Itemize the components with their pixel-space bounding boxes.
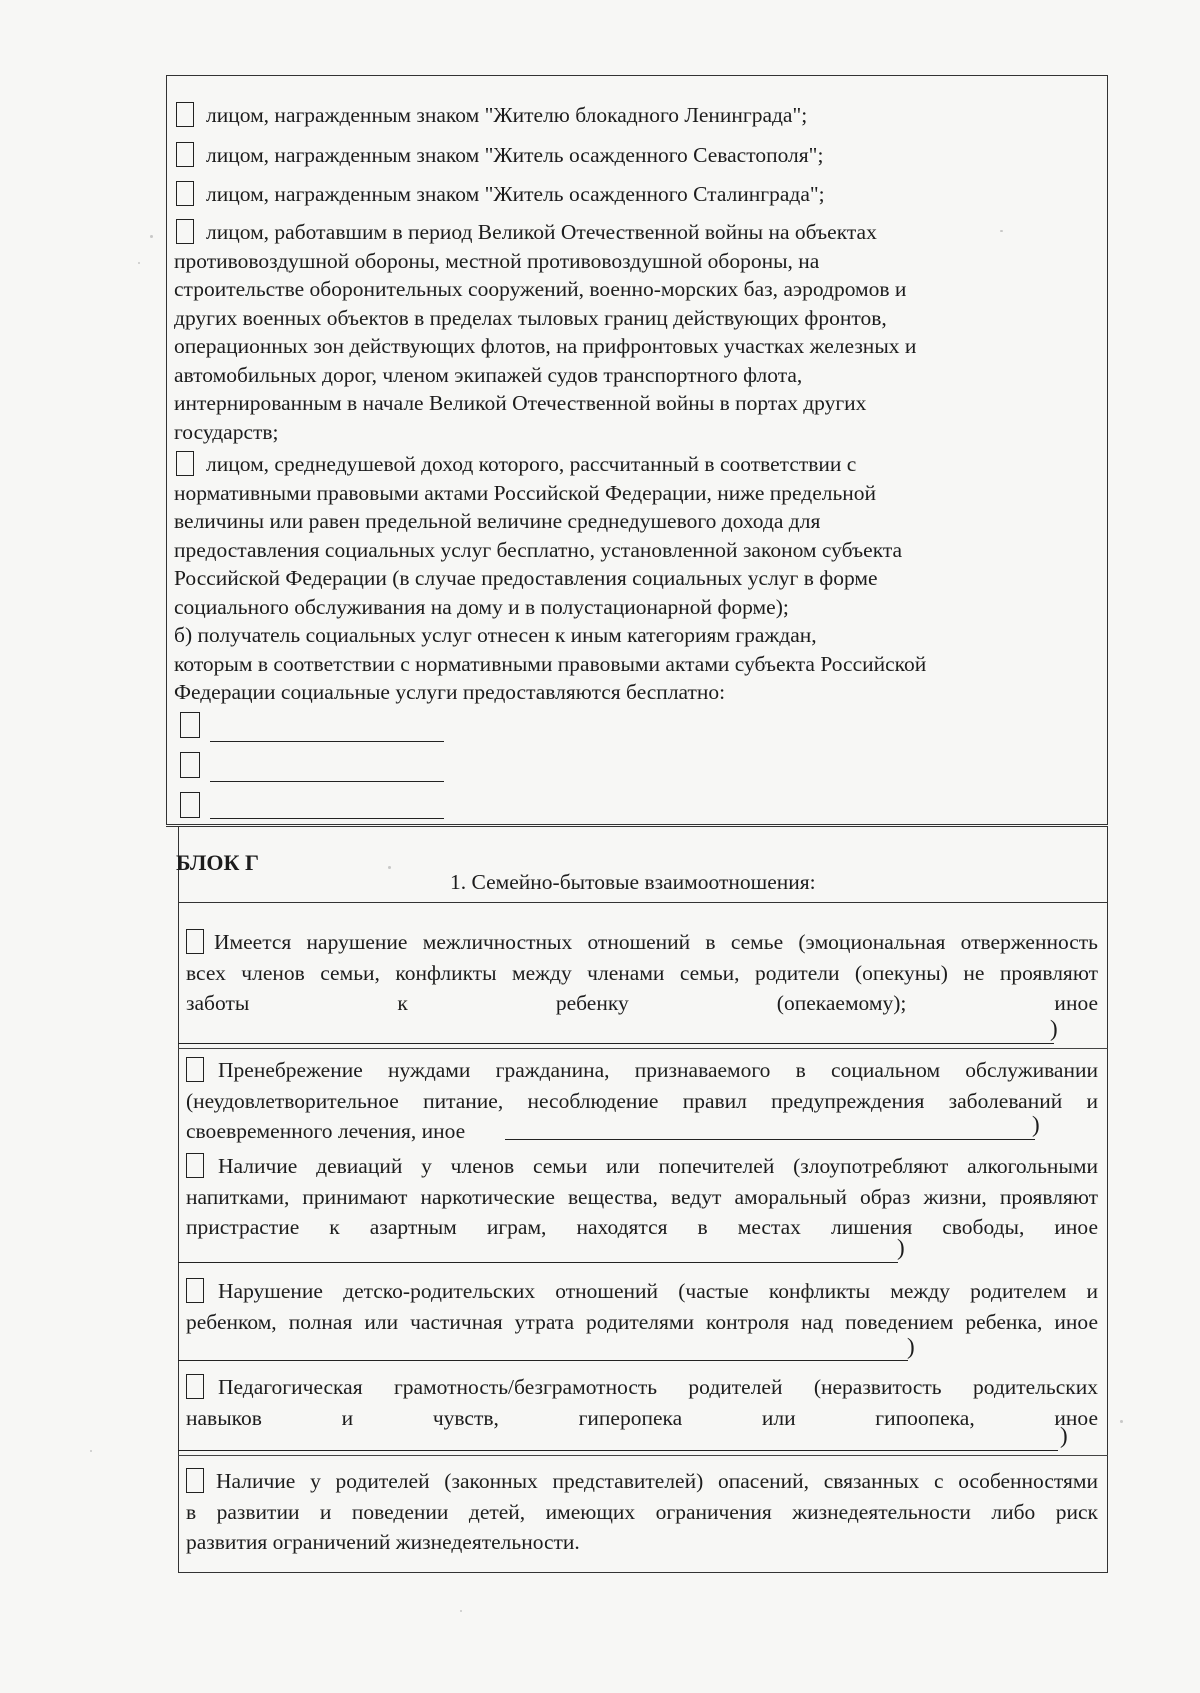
checkbox[interactable] bbox=[186, 929, 204, 954]
checkbox[interactable] bbox=[186, 1468, 204, 1493]
checkbox[interactable] bbox=[180, 712, 200, 738]
item-line: операционных зон действующих флотов, на прифронтовых участках железных и bbox=[174, 334, 917, 358]
row-divider bbox=[178, 1048, 1108, 1049]
item-line: навыков и чувств, гиперопека или гипоопека, иное bbox=[186, 1405, 1098, 1430]
block-title: БЛОК Г bbox=[176, 850, 259, 875]
checkbox[interactable] bbox=[176, 451, 194, 476]
scan-speck bbox=[1120, 1420, 1123, 1423]
item-line: всех членов семьи, конфликты между членами семьи, родители (опекуны) не проявляют bbox=[186, 960, 1098, 985]
other-input[interactable] bbox=[178, 1360, 908, 1361]
closing-paren: ) bbox=[907, 1334, 915, 1359]
item-line: б) получатель социальных услуг отнесен к иным категориям граждан, bbox=[174, 623, 817, 647]
checkbox[interactable] bbox=[176, 219, 194, 244]
item-line: противовоздушной обороны, местной противовоздушной обороны, на bbox=[174, 248, 820, 273]
list-item bbox=[176, 141, 823, 169]
closing-paren: ) bbox=[1050, 1016, 1058, 1041]
other-input[interactable] bbox=[178, 1262, 898, 1263]
closing-paren: ) bbox=[1060, 1423, 1068, 1448]
item-line: пристрастие к азартным играм, находятся в местах лишения свободы, иное bbox=[186, 1215, 1098, 1239]
list-item bbox=[174, 450, 1074, 621]
checkbox[interactable] bbox=[186, 1057, 204, 1082]
item-line: других военных объектов в пределах тыловых границ действующих фронтов, bbox=[174, 305, 887, 330]
checkbox[interactable] bbox=[186, 1278, 204, 1303]
block-g-item bbox=[178, 927, 1108, 1043]
row-divider bbox=[178, 1455, 1108, 1456]
closing-paren: ) bbox=[1032, 1112, 1040, 1137]
item-line: Российской Федерации (в случае предоставления социальных услуг в форме bbox=[174, 566, 878, 590]
item-line: развития ограничений жизнедеятельности. bbox=[186, 1530, 580, 1554]
checkbox[interactable] bbox=[186, 1153, 204, 1178]
item-line: автомобильных дорог, членом экипажей судов транспортного флота, bbox=[174, 362, 803, 387]
block-g-item bbox=[178, 1466, 1108, 1566]
divider bbox=[166, 826, 1108, 827]
item-label: лицом, награжденным знаком "Житель осажденного Севастополя"; bbox=[206, 143, 824, 167]
item-line: заботы к ребенку (опекаемому); иное bbox=[186, 991, 1098, 1015]
item-line: строительстве оборонительных сооружений, военно-морских баз, аэродромов и bbox=[174, 277, 907, 301]
scan-speck bbox=[150, 235, 153, 238]
block-g-item bbox=[178, 1276, 1108, 1366]
item-line: в развитии и поведении детей, имеющих ограничения жизнедеятельности либо риск bbox=[186, 1499, 1098, 1524]
item-line: ребенком, полная или частичная утрата родителями контроля над поведением ребенка, иное bbox=[186, 1309, 1098, 1334]
blank-line[interactable] bbox=[210, 781, 444, 782]
item-line: Пренебрежение нуждами гражданина, признаваемого в социальном обслуживании bbox=[218, 1058, 1098, 1082]
item-line: своевременного лечения, иное bbox=[186, 1119, 466, 1143]
block-g-item bbox=[178, 1151, 1108, 1261]
item-line: Педагогическая грамотность/безграмотность родителей (неразвитость родительских bbox=[218, 1375, 1098, 1399]
scan-speck bbox=[90, 1450, 92, 1452]
block-g-item bbox=[178, 1055, 1108, 1151]
list-item bbox=[174, 218, 1074, 446]
item-line: Нарушение детско-родительских отношений (частые конфликты между родителем и bbox=[218, 1279, 1098, 1303]
item-line: лицом, среднедушевой доход которого, рассчитанный в соответствии с bbox=[206, 452, 857, 476]
scan-speck bbox=[388, 866, 391, 869]
block-g-item bbox=[178, 1372, 1108, 1462]
blank-line[interactable] bbox=[210, 741, 444, 742]
item-label: лицом, награжденным знаком "Житель осажденного Сталинграда"; bbox=[206, 182, 825, 206]
item-line: (неудовлетворительное питание, несоблюдение правил предупреждения заболеваний и bbox=[186, 1088, 1098, 1113]
item-line: величины или равен предельной величине среднедушевого дохода для bbox=[174, 509, 821, 533]
checkbox[interactable] bbox=[186, 1374, 204, 1399]
item-label: лицом, награжденным знаком "Жителю блокадного Ленинграда"; bbox=[206, 103, 808, 127]
item-line: государств; bbox=[174, 419, 279, 444]
item-line: Федерации социальные услуги предоставляются бесплатно: bbox=[174, 680, 726, 704]
other-input[interactable] bbox=[178, 1043, 1054, 1044]
list-item-b bbox=[174, 621, 1094, 707]
item-line: которым в соответствии с нормативными правовыми актами субъекта Российской bbox=[174, 651, 927, 676]
checkbox[interactable] bbox=[176, 102, 194, 127]
list-item bbox=[176, 180, 825, 208]
item-line: Наличие девиаций у членов семьи или попечителей (злоупотребляют алкогольными bbox=[218, 1154, 1098, 1178]
item-line: социального обслуживания на дому и в полустационарной форме); bbox=[174, 594, 789, 619]
item-line: Имеется нарушение межличностных отношений в семье (эмоциональная отверженность bbox=[214, 930, 1098, 954]
list-item bbox=[176, 101, 807, 129]
item-line: интернированным в начале Великой Отечественной войны в портах других bbox=[174, 391, 867, 415]
item-line: Наличие у родителей (законных представителей) опасений, связанных с особенностями bbox=[216, 1469, 1098, 1493]
closing-paren: ) bbox=[897, 1235, 905, 1260]
other-input[interactable] bbox=[505, 1139, 1035, 1140]
scan-speck bbox=[460, 1610, 462, 1612]
scan-speck bbox=[1000, 230, 1003, 232]
section-title: 1. Семейно-бытовые взаимоотношения: bbox=[450, 870, 816, 894]
blank-line[interactable] bbox=[210, 818, 444, 819]
item-line: предоставления социальных услуг бесплатно, установленной законом субъекта bbox=[174, 537, 903, 562]
checkbox[interactable] bbox=[176, 181, 194, 206]
checkbox[interactable] bbox=[176, 142, 194, 167]
checkbox[interactable] bbox=[180, 792, 200, 818]
checkbox[interactable] bbox=[180, 752, 200, 778]
item-line: напитками, принимают наркотические вещества, ведут аморальный образ жизни, проявляют bbox=[186, 1184, 1098, 1209]
item-line: лицом, работавшим в период Великой Отечественной войны на объектах bbox=[206, 220, 877, 244]
other-input[interactable] bbox=[178, 1450, 1058, 1451]
scan-speck bbox=[138, 262, 140, 264]
divider bbox=[178, 902, 1108, 903]
item-line: нормативными правовыми актами Российской Федерации, ниже предельной bbox=[174, 480, 877, 505]
